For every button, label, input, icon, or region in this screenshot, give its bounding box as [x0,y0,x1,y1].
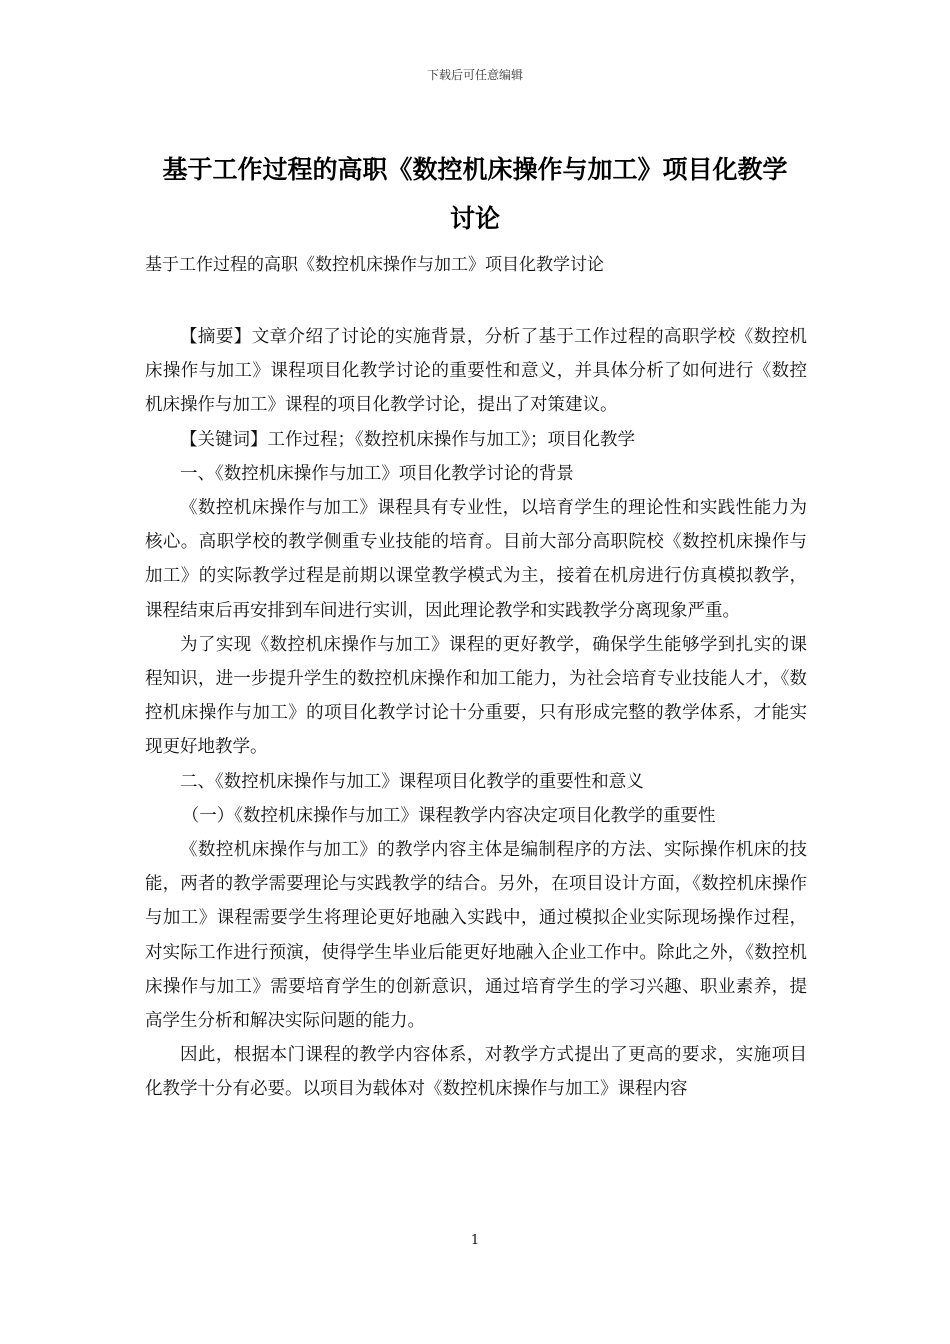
body-paragraph: 《数控机床操作与加工》课程具有专业性，以培育学生的理论性和实践性能力为核心。高职学校的教学侧重专业技能的培育。目前大部分高职院校《数控机床操作与加工》的实际教学过程是前期以课堂教学模式为主，接着在机房进行仿真模拟教学，课程结束后再安排到车间进行实训，因此理论教学和实践教学分离现象严重。 [145,498,807,621]
section-heading-2: 二、《数控机床操作与加工》课程项目化教学的重要性和意义 [180,771,644,792]
page-number: 1 [470,1233,480,1248]
body-paragraph: 为了实现《数控机床操作与加工》课程的更好教学，确保学生能够学到扎实的课程知识，进一步提升学生的数控机床操作和加工能力，为社会培育专业技能人才，《数控机床操作与加工》的项目化教学讨论十分重要，只有形成完整的教学体系，才能实现更好地教学。 [145,634,807,758]
body-paragraph: 因此，根据本门课程的教学内容体系，对教学方式提出了更高的要求，实施项目化教学十分有必要。以项目为载体对《数控机床操作与加工》课程内容 [145,1045,807,1100]
document-title-line-1: 基于工作过程的高职《数控机床操作与加工》项目化教学 [162,155,788,184]
abstract-paragraph: 【摘要】文章介绍了讨论的实施背景，分析了基于工作过程的高职学校《数控机床操作与加工》课程项目化教学讨论的重要性和意义，并具体分析了如何进行《数控机床操作与加工》课程的项目化教学讨论，提出了对策建议。 [145,327,807,416]
document-body [145,320,807,1107]
document-subtitle: 基于工作过程的高职《数控机床操作与加工》项目化教学讨论 [145,255,604,275]
document-title-line-2: 讨论 [449,204,500,233]
section-heading-1: 一、《数控机床操作与加工》项目化教学讨论的背景 [180,463,574,484]
header-note: 下载后可任意编辑 [426,68,523,82]
keywords-paragraph: 【关键词】工作过程；《数控机床操作与加工》；项目化教学 [180,429,635,450]
body-paragraph: 《数控机床操作与加工》的教学内容主体是编制程序的方法、实际操作机床的技能，两者的教学需要理论与实践教学的结合。另外，在项目设计方面，《数控机床操作与加工》课程需要学生将理论更好地融入实践中，通过模拟企业实际现场操作过程，对实际工作进行预演，使得学生毕业后能更好地融入企业工作中。除此之外，《数控机床操作与加工》需要培育学生的创新意识，通过培育学生的学习兴趣、职业素养，提高学生分析和解决实际问题的能力。 [145,840,807,1032]
subsection-heading-1: （一）《数控机床操作与加工》课程教学内容决定项目化教学的重要性 [181,805,716,826]
